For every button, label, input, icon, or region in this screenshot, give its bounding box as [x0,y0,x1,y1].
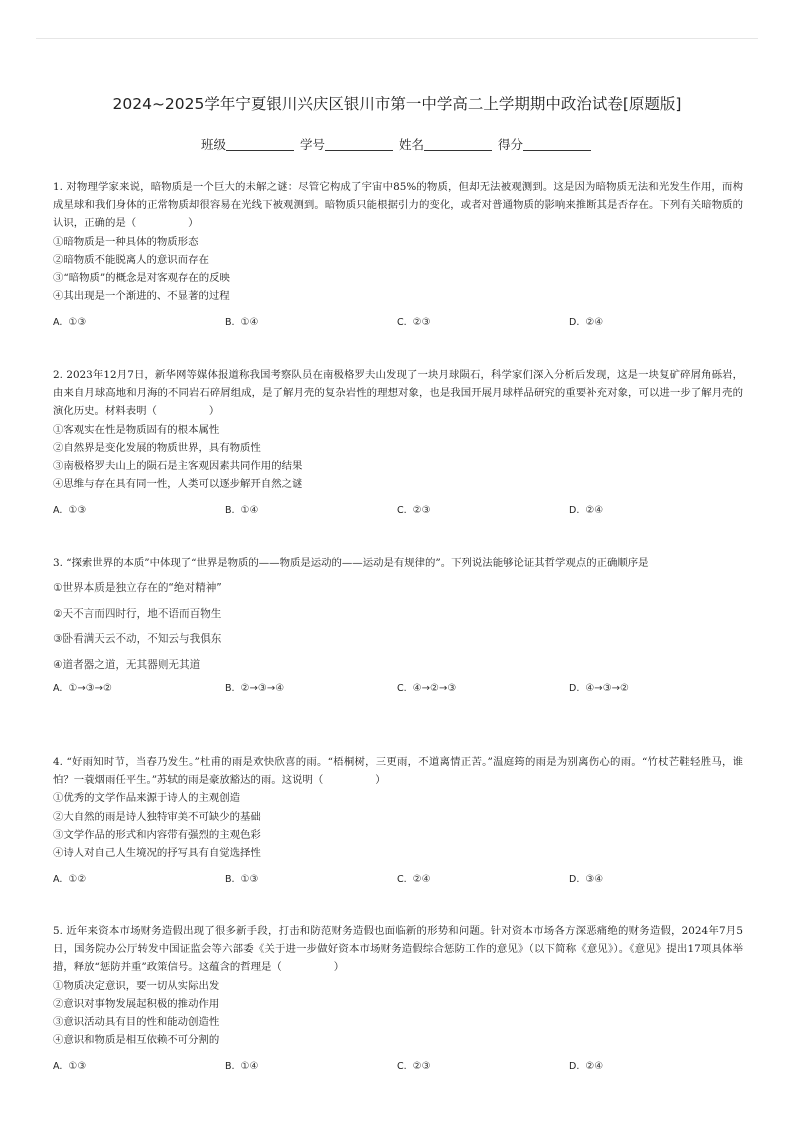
choice-d[interactable]: D. ④→③→② [569,683,629,695]
statement-2: ②天不言而四时行，地不语而百物生 [53,607,222,620]
statement-2: ②暗物质不能脱离人的意识而存在 [53,253,209,266]
choice-b[interactable]: B. ②→③→④ [225,683,285,695]
question-stem: 3. “探索世界的本质”中体现了“世界是物质的——物质是运动的——运动是有规律的”。下列说法能够论证其哲学观点的正确顺序是 [53,557,649,569]
answer-choices [53,871,743,889]
student-id-label: 学号 [299,137,325,152]
choice-c[interactable]: C. ②③ [397,317,431,329]
question-stem: 1. 对物理学家来说，暗物质是一个巨大的未解之谜：尽管它构成了宇宙中85%的物质，但却无法被观测到。这是因为暗物质无法和光发生作用，而构成星球和我们身体的正常物质却很容易在光线下被观测到。暗物质只能根据引力的变化，或者对普通物质的影响来推断其是否存在。下列有关暗物质的认识，正确的是（ ） [53,181,743,230]
answer-choices [53,680,743,698]
choice-c[interactable]: C. ②③ [397,505,431,517]
statement-3: ③南极格罗夫山上的陨石是主客观因素共同作用的结果 [53,460,303,473]
statement-2: ②自然界是变化发展的物质世界，具有物质性 [53,441,261,454]
choice-c[interactable]: C. ②④ [397,874,431,886]
choice-b[interactable]: B. ①④ [225,505,259,517]
student-info-line [0,135,794,153]
statement-1: ①优秀的文学作品来源于诗人的主观创造 [53,792,241,805]
choice-d[interactable]: D. ②④ [569,1061,604,1073]
statement-3: ③意识活动具有目的性和能动创造性 [53,1016,220,1029]
statement-1: ①暗物质是一种具体的物质形态 [53,235,199,248]
question-1 [53,178,743,333]
choice-a[interactable]: A. ①③ [53,1061,87,1073]
question-3 [53,554,743,698]
answer-choices [53,314,743,332]
statement-1: ①客观实在性是物质固有的根本属性 [53,423,220,436]
choice-d[interactable]: D. ③④ [569,874,604,886]
question-5 [53,922,743,1077]
choice-b[interactable]: B. ①④ [225,317,259,329]
class-blank[interactable] [226,138,294,151]
statement-4: ④诗人对自己人生境况的抒写具有自觉选择性 [53,847,261,860]
class-label: 班级 [200,137,226,152]
choice-b[interactable]: B. ①④ [225,1061,259,1073]
statement-4: ④道者器之道，无其器则无其道 [53,658,201,671]
statement-2: ②大自然的雨是诗人独特审美不可缺少的基础 [53,810,261,823]
name-blank[interactable] [424,138,492,151]
statement-3: ③文学作品的形式和内容带有强烈的主观色彩 [53,828,261,841]
answer-choices [53,1058,743,1076]
question-2 [53,366,743,521]
student-id-blank[interactable] [325,138,393,151]
answer-choices [53,502,743,520]
choice-d[interactable]: D. ②④ [569,505,604,517]
question-stem: 5. 近年来资本市场财务造假出现了很多新手段，打击和防范财务造假也面临新的形势和问题。针对资本市场各方深恶痛绝的财务造假，2024年7月5日，国务院办公厅转发中国证监会等六部委《关于进一步做好资本市场财务造假综合惩防工作的意见》（以下简称《意见》）。《意见》提出17项具体举措，释放“惩防并重”政策信号。这蕴含的哲理是（ ） [53,925,743,974]
question-stem: 2. 2023年12月7日，新华网等媒体报道称我国考察队员在南极格罗夫山发现了一块月球陨石，科学家们深入分析后发现，这是一块复矿碎屑角砾岩，由来自月球高地和月海的不同岩石碎屑组成，是了解月壳的复杂岩性的理想对象，也是我国开展月球样品研究的重要补充对象，可以进一步了解月壳的演化历史。材料表明（ ） [53,369,743,418]
statement-1: ①物质决定意识，要一切从实际出发 [53,979,220,992]
statement-1: ①世界本质是独立存在的“绝对精神” [53,582,222,595]
page-title: 2024~2025学年宁夏银川兴庆区银川市第一中学高二上学期期中政治试卷[原题版] [112,95,682,113]
score-label: 得分 [497,137,523,152]
score-blank[interactable] [523,138,591,151]
choice-b[interactable]: B. ①③ [225,874,259,886]
question-stem: 4. “好雨知时节，当春乃发生。”杜甫的雨是欢快欣喜的雨。“梧桐树，三更雨，不道离情正苦。”温庭筠的雨是为别离伤心的雨。“竹杖芒鞋轻胜马，谁怕？一蓑烟雨任平生。”苏轼的雨是豪放豁达的雨。这说明（ ） [53,756,743,787]
choice-d[interactable]: D. ②④ [569,317,604,329]
choice-c[interactable]: C. ②③ [397,1061,431,1073]
top-divider [36,38,758,39]
name-label: 姓名 [398,137,424,152]
statement-3: ③卧看满天云不动，不知云与我俱东 [53,633,222,646]
choice-a[interactable]: A. ①② [53,874,87,886]
statement-3: ③“暗物质”的概念是对客观存在的反映 [53,272,230,285]
statement-4: ④思维与存在具有同一性，人类可以逐步解开自然之谜 [53,478,303,491]
choice-c[interactable]: C. ④→②→③ [397,683,457,695]
choice-a[interactable]: A. ①③ [53,505,87,517]
question-4 [53,753,743,889]
choice-a[interactable]: A. ①→③→② [53,683,113,695]
statement-4: ④意识和物质是相互依赖不可分割的 [53,1034,220,1047]
choice-a[interactable]: A. ①③ [53,317,87,329]
statement-2: ②意识对事物发展起积极的推动作用 [53,997,220,1010]
statement-4: ④其出现是一个渐进的、不显著的过程 [53,290,230,303]
